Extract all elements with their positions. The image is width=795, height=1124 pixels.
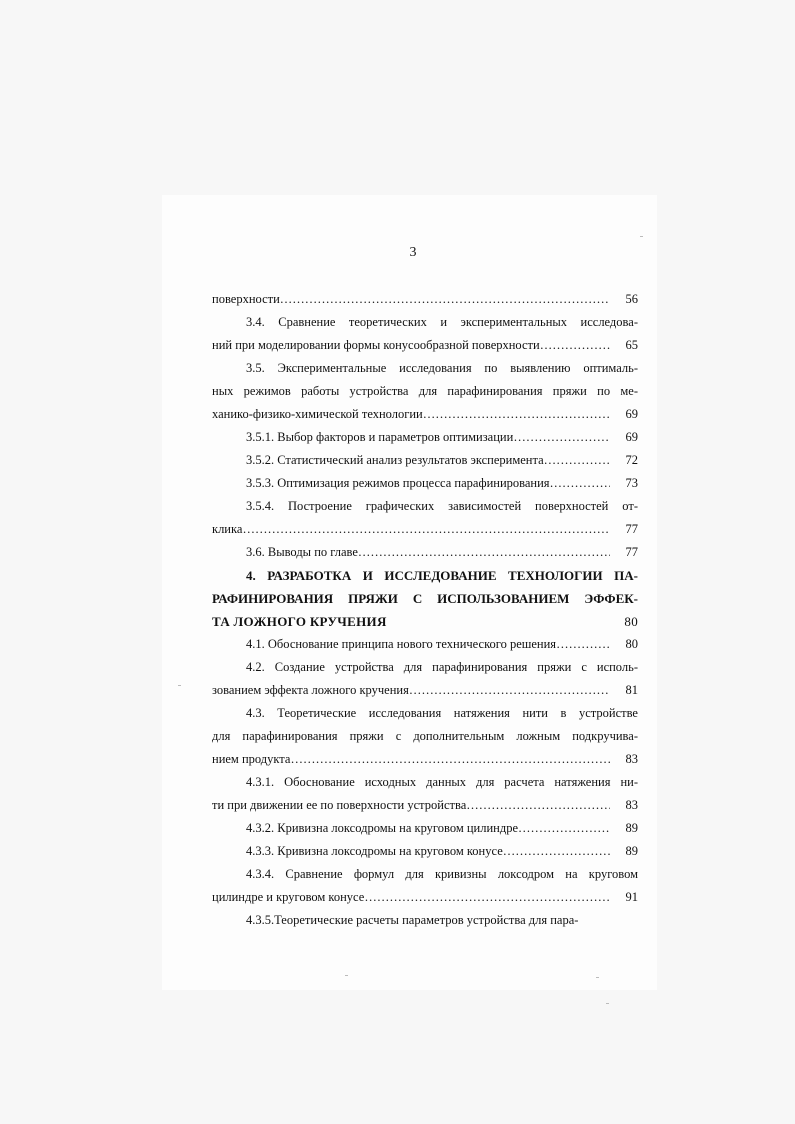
toc-page-number: 91 [625,890,638,904]
toc-entry [212,748,638,771]
toc-page-number: 77 [625,522,638,536]
dot-leader [290,748,610,771]
toc-entry-title: клика [212,522,243,536]
toc-page-number: 81 [625,683,638,697]
toc-chapter-heading: 4. РАЗРАБОТКА И ИССЛЕДОВАНИЕ ТЕХНОЛОГИИ ПА- [246,568,638,583]
toc-entry-title: 4.3.3. Кривизна локсодромы на круговом конусе [246,844,503,858]
toc-entry-line: для парафинирования пряжи с дополнительным ложным подкручива- [212,729,638,743]
scan-speck [606,1003,609,1004]
toc-entry-title: цилиндре и круговом конусе [212,890,365,904]
toc-page-number: 77 [625,545,638,559]
dot-leader [544,449,610,472]
dot-leader [358,541,610,564]
toc-page-number: 80 [624,614,638,629]
scan-speck [596,977,599,978]
dot-leader [503,840,610,863]
toc-page-number: 56 [625,292,638,306]
toc-entry [212,518,638,541]
dot-leader [409,679,610,702]
dot-leader [550,472,610,495]
toc-entry-title: нием продукта [212,752,291,766]
scan-speck [345,975,348,976]
toc-entry-title: ханико-физико-химической технологии [212,407,423,421]
toc-entry-line: ных режимов работы устройства для парафинирования пряжи по ме- [212,384,638,398]
toc-entry-line: 4.3.1. Обоснование исходных данных для расчета натяжения ни- [246,775,638,789]
toc-entry [212,403,638,426]
toc-entry-line: 4.3. Теоретические исследования натяжения нити в устройстве [246,706,638,720]
toc-entry-title: ТА ЛОЖНОГО КРУЧЕНИЯ [212,614,387,629]
toc-entry [212,288,638,311]
toc-chapter-heading: РАФИНИРОВАНИЯ ПРЯЖИ С ИСПОЛЬЗОВАНИЕМ ЭФФЕК- [212,591,638,606]
toc-page-number: 83 [625,798,638,812]
dot-leader [556,633,610,656]
dot-leader [242,518,610,541]
toc-entry [212,449,638,472]
toc-page-number: 65 [625,338,638,352]
dot-leader [364,886,610,909]
toc-page-number: 83 [625,752,638,766]
toc-page-number: 80 [625,637,638,651]
table-of-contents [212,288,638,932]
toc-entry [212,472,638,495]
toc-page-number: 73 [625,476,638,490]
toc-entry [212,794,638,817]
toc-entry-line: 3.5. Экспериментальные исследования по выявлению оптималь- [246,361,638,375]
dot-leader [518,817,610,840]
toc-page-number: 89 [625,821,638,835]
toc-entry [212,541,638,564]
dot-leader [280,288,610,311]
toc-entry-line: 4.3.5.Теоретические расчеты параметров устройства для пара- [246,913,579,927]
toc-entry-title: 3.5.2. Статистический анализ результатов эксперимента [246,453,544,467]
dot-leader [513,426,610,449]
toc-page-number: 69 [625,430,638,444]
toc-entry-title: 3.6. Выводы по главе [246,545,358,559]
scan-speck [178,685,181,686]
toc-entry-line: 3.4. Сравнение теоретических и экспериментальных исследова- [246,315,638,329]
dot-leader [540,334,610,357]
toc-entry-title: поверхности [212,292,280,306]
toc-entry [212,426,638,449]
toc-chapter-heading [212,610,638,633]
toc-entry-title: 4.1. Обоснование принципа нового технического решения [246,637,557,651]
toc-entry [212,817,638,840]
toc-entry-title: 3.5.1. Выбор факторов и параметров оптимизации [246,430,514,444]
toc-entry [212,334,638,357]
dot-leader [466,794,610,817]
toc-page-number: 72 [625,453,638,467]
toc-entry [212,840,638,863]
toc-page-number: 89 [625,844,638,858]
toc-entry-title: ти при движении ее по поверхности устройства [212,798,467,812]
toc-entry-title: зованием эффекта ложного кручения [212,683,409,697]
toc-entry-title: 4.3.2. Кривизна локсодромы на круговом цилиндре [246,821,519,835]
page-number: 3 [409,245,417,260]
scan-speck [640,236,643,237]
toc-entry-line: 3.5.4. Построение графических зависимостей поверхностей от- [246,499,638,513]
toc-entry [212,633,638,656]
toc-entry-line: 4.3.4. Сравнение формул для кривизны локсодром на круговом [246,867,638,881]
toc-page-number: 69 [625,407,638,421]
toc-entry [212,679,638,702]
dot-leader [423,403,610,426]
toc-entry-title: ний при моделировании формы конусообразной поверхности [212,338,540,352]
toc-entry-title: 3.5.3. Оптимизация режимов процесса парафинирования [246,476,550,490]
toc-entry [212,886,638,909]
toc-entry-line: 4.2. Создание устройства для парафинирования пряжи с исполь- [246,660,638,674]
